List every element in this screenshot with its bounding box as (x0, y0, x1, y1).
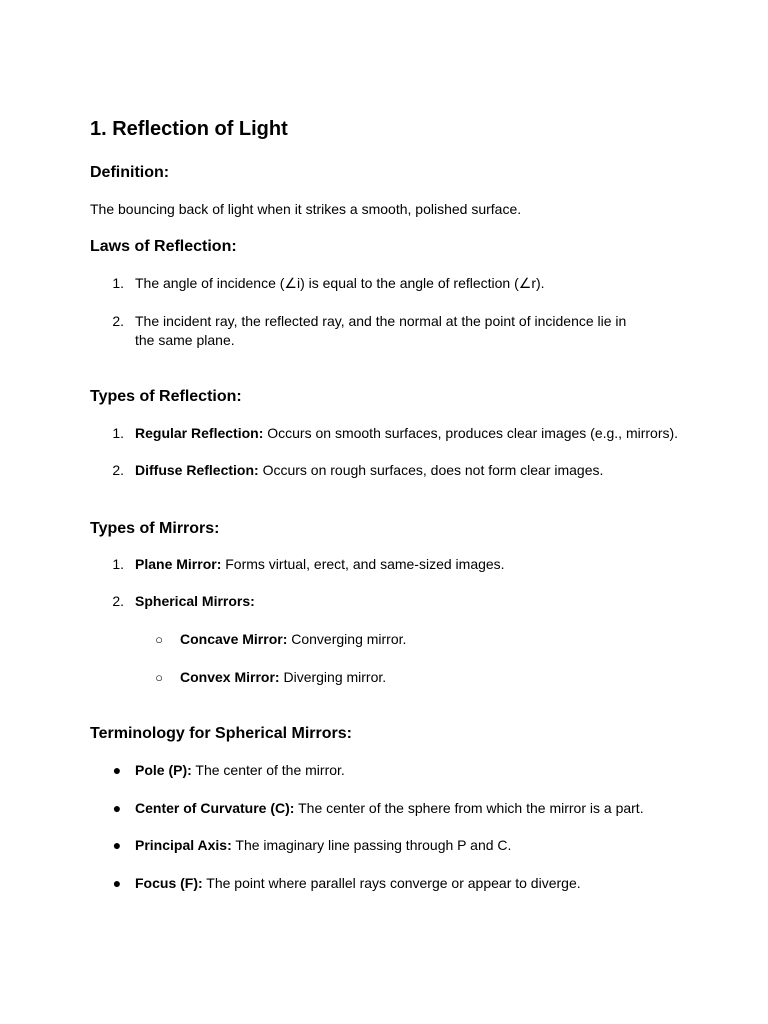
term-label: Convex Mirror: (180, 669, 280, 685)
term-label: Focus (F): (135, 875, 203, 891)
list-item-text (135, 424, 679, 443)
types-of-reflection-heading: Types of Reflection: (90, 388, 242, 405)
term-description: The center of the sphere from which the mirror is a part. (294, 800, 644, 816)
bullet-icon: ● (112, 800, 122, 816)
list-item-text (135, 592, 655, 611)
term-label: Pole (P): (135, 762, 192, 778)
list-item-text (135, 799, 655, 818)
term-label: Diffuse Reflection: (135, 462, 259, 478)
hollow-bullet-icon: ○ (155, 632, 163, 647)
term-description: The center of the mirror. (191, 762, 345, 778)
list-item-text (135, 555, 655, 574)
types-of-mirrors-heading: Types of Mirrors: (90, 520, 220, 537)
term-label: Spherical Mirrors: (135, 593, 255, 609)
term-description: Forms virtual, erect, and same-sized images. (221, 556, 505, 572)
list-number: 1. (112, 275, 124, 291)
bullet-icon: ● (112, 875, 122, 891)
term-description: Occurs on rough surfaces, does not form clear images. (258, 462, 604, 478)
definition-heading: Definition: (90, 164, 170, 181)
list-item-text (135, 836, 655, 855)
list-item-text (135, 874, 655, 893)
list-number: 2. (112, 593, 124, 609)
term-label: Regular Reflection: (135, 425, 264, 441)
term-label: Center of Curvature (C): (135, 800, 295, 816)
term-label: Principal Axis: (135, 837, 232, 853)
list-item-text (135, 761, 655, 780)
term-description: The imaginary line passing through P and C. (231, 837, 512, 853)
list-item-text (180, 630, 660, 649)
bullet-icon: ● (112, 837, 122, 853)
list-item-text: The angle of incidence (∠i) is equal to the angle of reflection (∠r). (135, 275, 545, 291)
term-description: Occurs on smooth surfaces, produces clear images (e.g., mirrors). (263, 425, 679, 441)
list-item-text (180, 668, 660, 687)
hollow-bullet-icon: ○ (155, 670, 163, 685)
term-description: The point where parallel rays converge or appear to diverge. (202, 875, 581, 891)
laws-heading: Laws of Reflection: (90, 238, 237, 255)
list-item-text (135, 461, 655, 480)
list-item-text: The incident ray, the reflected ray, and the normal at the point of incidence lie in the same plane. (135, 313, 627, 348)
terminology-heading: Terminology for Spherical Mirrors: (90, 725, 352, 742)
term-label: Concave Mirror: (180, 631, 288, 647)
list-number: 1. (112, 425, 124, 441)
list-number: 2. (112, 313, 124, 329)
bullet-icon: ● (112, 762, 122, 778)
term-description: Converging mirror. (287, 631, 407, 647)
page-title: 1. Reflection of Light (90, 118, 288, 140)
definition-text: The bouncing back of light when it strikes a smooth, polished surface. (90, 201, 522, 217)
term-description: Diverging mirror. (279, 669, 387, 685)
list-number: 1. (112, 556, 124, 572)
list-number: 2. (112, 462, 124, 478)
term-label: Plane Mirror: (135, 556, 222, 572)
